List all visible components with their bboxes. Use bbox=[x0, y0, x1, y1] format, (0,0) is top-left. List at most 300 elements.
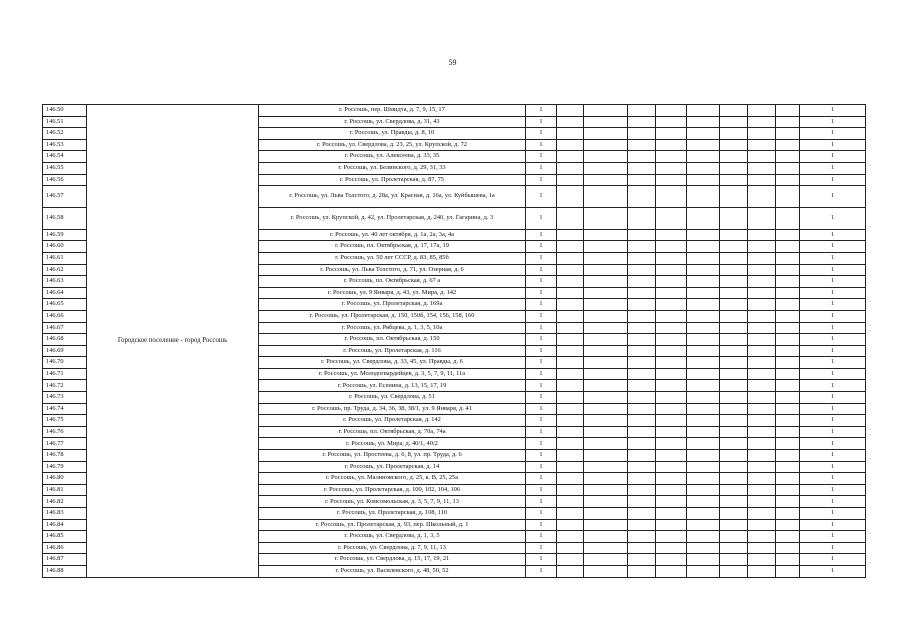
empty-cell bbox=[720, 554, 748, 566]
empty-cell bbox=[720, 276, 748, 288]
empty-cell bbox=[748, 531, 776, 543]
empty-cell bbox=[687, 241, 720, 253]
first-count-cell: 1 bbox=[526, 438, 557, 450]
address-cell: г. Россошь, ул. 40 лет октября, д. 1а, 2а, 3а, 4а bbox=[259, 229, 526, 241]
last-count-cell: 1 bbox=[800, 241, 866, 253]
empty-cell bbox=[557, 380, 584, 392]
address-cell: г. Россошь, ул. Льва Толстого, д. 28а, ул. Красная, д. 16а, ул. Куйбышева, 1а bbox=[259, 186, 526, 208]
last-count-cell: 1 bbox=[800, 207, 866, 229]
row-number-cell: 146.62 bbox=[43, 264, 87, 276]
empty-cell bbox=[776, 116, 800, 128]
empty-cell bbox=[776, 345, 800, 357]
settlement-cell: Городское поселение - город Россошь bbox=[87, 105, 259, 578]
empty-cell bbox=[628, 241, 656, 253]
empty-cell bbox=[748, 276, 776, 288]
empty-cell bbox=[687, 519, 720, 531]
address-cell: г. Россошь, пер. Шмидта, д. 7, 9, 15, 17 bbox=[259, 105, 526, 117]
empty-cell bbox=[776, 508, 800, 520]
empty-cell bbox=[584, 415, 628, 427]
empty-cell bbox=[584, 186, 628, 208]
last-count-cell: 1 bbox=[800, 322, 866, 334]
empty-cell bbox=[628, 450, 656, 462]
address-cell: г. Россошь, ул. Мира, д. 40/1, 40/2 bbox=[259, 438, 526, 450]
empty-cell bbox=[656, 565, 687, 577]
empty-cell bbox=[656, 116, 687, 128]
empty-cell bbox=[557, 116, 584, 128]
empty-cell bbox=[628, 484, 656, 496]
row-number-cell: 146.54 bbox=[43, 151, 87, 163]
row-number-cell: 146.52 bbox=[43, 128, 87, 140]
row-number-cell: 146.73 bbox=[43, 392, 87, 404]
last-count-cell: 1 bbox=[800, 415, 866, 427]
empty-cell bbox=[656, 174, 687, 186]
empty-cell bbox=[720, 116, 748, 128]
row-number-cell: 146.50 bbox=[43, 105, 87, 117]
empty-cell bbox=[656, 186, 687, 208]
empty-cell bbox=[776, 484, 800, 496]
last-count-cell: 1 bbox=[800, 287, 866, 299]
empty-cell bbox=[584, 392, 628, 404]
empty-cell bbox=[776, 542, 800, 554]
first-count-cell: 1 bbox=[526, 276, 557, 288]
empty-cell bbox=[584, 403, 628, 415]
empty-cell bbox=[776, 310, 800, 322]
first-count-cell: 1 bbox=[526, 151, 557, 163]
empty-cell bbox=[584, 229, 628, 241]
empty-cell bbox=[628, 287, 656, 299]
first-count-cell: 1 bbox=[526, 426, 557, 438]
empty-cell bbox=[720, 415, 748, 427]
empty-cell bbox=[720, 450, 748, 462]
empty-cell bbox=[656, 450, 687, 462]
empty-cell bbox=[656, 139, 687, 151]
first-count-cell: 1 bbox=[526, 162, 557, 174]
row-number-cell: 146.59 bbox=[43, 229, 87, 241]
table-row bbox=[43, 105, 866, 117]
address-cell: г. Россошь, ул. Пролетарская, д. 142 bbox=[259, 415, 526, 427]
empty-cell bbox=[557, 368, 584, 380]
row-number-cell: 146.56 bbox=[43, 174, 87, 186]
empty-cell bbox=[748, 368, 776, 380]
empty-cell bbox=[628, 264, 656, 276]
empty-cell bbox=[720, 473, 748, 485]
empty-cell bbox=[720, 264, 748, 276]
empty-cell bbox=[656, 241, 687, 253]
address-cell: г. Россошь, пл. Октябрьская, д. 70а, 74а bbox=[259, 426, 526, 438]
empty-cell bbox=[776, 554, 800, 566]
empty-cell bbox=[720, 162, 748, 174]
empty-cell bbox=[748, 128, 776, 140]
empty-cell bbox=[584, 299, 628, 311]
row-number-cell: 146.71 bbox=[43, 368, 87, 380]
empty-cell bbox=[748, 299, 776, 311]
empty-cell bbox=[776, 403, 800, 415]
empty-cell bbox=[720, 345, 748, 357]
empty-cell bbox=[557, 357, 584, 369]
empty-cell bbox=[748, 438, 776, 450]
row-number-cell: 146.51 bbox=[43, 116, 87, 128]
first-count-cell: 1 bbox=[526, 392, 557, 404]
empty-cell bbox=[557, 531, 584, 543]
empty-cell bbox=[656, 508, 687, 520]
empty-cell bbox=[720, 139, 748, 151]
row-number-cell: 146.84 bbox=[43, 519, 87, 531]
empty-cell bbox=[656, 287, 687, 299]
row-number-cell: 146.58 bbox=[43, 207, 87, 229]
last-count-cell: 1 bbox=[800, 128, 866, 140]
empty-cell bbox=[584, 380, 628, 392]
empty-cell bbox=[557, 264, 584, 276]
row-number-cell: 146.75 bbox=[43, 415, 87, 427]
empty-cell bbox=[656, 380, 687, 392]
empty-cell bbox=[748, 565, 776, 577]
empty-cell bbox=[687, 461, 720, 473]
empty-cell bbox=[656, 484, 687, 496]
empty-cell bbox=[776, 450, 800, 462]
row-number-cell: 146.64 bbox=[43, 287, 87, 299]
empty-cell bbox=[584, 151, 628, 163]
empty-cell bbox=[628, 426, 656, 438]
address-cell: г. Россошь, пл. Октябрьская, д. 67 а bbox=[259, 276, 526, 288]
address-cell: г. Россошь, ул. Василевского, д. 48, 50, 52 bbox=[259, 565, 526, 577]
first-count-cell: 1 bbox=[526, 207, 557, 229]
empty-cell bbox=[628, 186, 656, 208]
empty-cell bbox=[584, 554, 628, 566]
empty-cell bbox=[584, 105, 628, 117]
empty-cell bbox=[748, 345, 776, 357]
empty-cell bbox=[656, 531, 687, 543]
empty-cell bbox=[584, 207, 628, 229]
empty-cell bbox=[748, 116, 776, 128]
empty-cell bbox=[687, 334, 720, 346]
empty-cell bbox=[720, 287, 748, 299]
empty-cell bbox=[584, 139, 628, 151]
empty-cell bbox=[557, 426, 584, 438]
empty-cell bbox=[687, 403, 720, 415]
empty-cell bbox=[687, 450, 720, 462]
empty-cell bbox=[584, 287, 628, 299]
empty-cell bbox=[557, 519, 584, 531]
empty-cell bbox=[557, 461, 584, 473]
empty-cell bbox=[776, 438, 800, 450]
empty-cell bbox=[557, 287, 584, 299]
last-count-cell: 1 bbox=[800, 426, 866, 438]
empty-cell bbox=[720, 438, 748, 450]
empty-cell bbox=[557, 139, 584, 151]
empty-cell bbox=[687, 229, 720, 241]
empty-cell bbox=[687, 531, 720, 543]
empty-cell bbox=[557, 174, 584, 186]
empty-cell bbox=[748, 415, 776, 427]
empty-cell bbox=[720, 542, 748, 554]
first-count-cell: 1 bbox=[526, 287, 557, 299]
address-cell: г. Россошь, ул. Есенина, д. 13, 15, 17, 19 bbox=[259, 380, 526, 392]
empty-cell bbox=[748, 508, 776, 520]
empty-cell bbox=[557, 252, 584, 264]
last-count-cell: 1 bbox=[800, 565, 866, 577]
empty-cell bbox=[687, 128, 720, 140]
empty-cell bbox=[687, 496, 720, 508]
empty-cell bbox=[687, 252, 720, 264]
empty-cell bbox=[720, 310, 748, 322]
empty-cell bbox=[687, 207, 720, 229]
empty-cell bbox=[628, 345, 656, 357]
last-count-cell: 1 bbox=[800, 116, 866, 128]
empty-cell bbox=[776, 105, 800, 117]
row-number-cell: 146.88 bbox=[43, 565, 87, 577]
empty-cell bbox=[748, 334, 776, 346]
address-cell: г. Россошь, ул. Простеева, д. 6, 8, ул. пр. Труда, д. 6 bbox=[259, 450, 526, 462]
empty-cell bbox=[628, 357, 656, 369]
first-count-cell: 1 bbox=[526, 473, 557, 485]
empty-cell bbox=[720, 426, 748, 438]
row-number-cell: 146.85 bbox=[43, 531, 87, 543]
empty-cell bbox=[748, 287, 776, 299]
empty-cell bbox=[748, 310, 776, 322]
empty-cell bbox=[656, 473, 687, 485]
empty-cell bbox=[776, 565, 800, 577]
first-count-cell: 1 bbox=[526, 484, 557, 496]
empty-cell bbox=[557, 565, 584, 577]
first-count-cell: 1 bbox=[526, 310, 557, 322]
empty-cell bbox=[557, 484, 584, 496]
address-cell: г. Россошь, ул. Пролетарская, д. 87, 75 bbox=[259, 174, 526, 186]
empty-cell bbox=[776, 139, 800, 151]
empty-cell bbox=[720, 105, 748, 117]
empty-cell bbox=[776, 162, 800, 174]
empty-cell bbox=[776, 531, 800, 543]
empty-cell bbox=[557, 105, 584, 117]
empty-cell bbox=[748, 380, 776, 392]
empty-cell bbox=[557, 496, 584, 508]
last-count-cell: 1 bbox=[800, 496, 866, 508]
empty-cell bbox=[776, 519, 800, 531]
empty-cell bbox=[776, 252, 800, 264]
empty-cell bbox=[687, 484, 720, 496]
empty-cell bbox=[748, 542, 776, 554]
first-count-cell: 1 bbox=[526, 380, 557, 392]
last-count-cell: 1 bbox=[800, 438, 866, 450]
empty-cell bbox=[584, 450, 628, 462]
empty-cell bbox=[628, 322, 656, 334]
empty-cell bbox=[720, 299, 748, 311]
empty-cell bbox=[557, 186, 584, 208]
empty-cell bbox=[584, 322, 628, 334]
address-cell: г. Россошь, ул. Свердлова, д. 51 bbox=[259, 392, 526, 404]
address-cell: г. Россошь, ул. Пролетарская, д. 116 bbox=[259, 345, 526, 357]
empty-cell bbox=[557, 345, 584, 357]
address-cell: г. Россошь, ул. 9 Января, д. 43, ул. Мира, д. 142 bbox=[259, 287, 526, 299]
empty-cell bbox=[687, 345, 720, 357]
empty-cell bbox=[720, 565, 748, 577]
empty-cell bbox=[656, 438, 687, 450]
address-cell: г. Россошь, пр. Труда, д. 34, 36, 38, 38/1, ул. 9 Января, д. 41 bbox=[259, 403, 526, 415]
empty-cell bbox=[628, 207, 656, 229]
last-count-cell: 1 bbox=[800, 299, 866, 311]
empty-cell bbox=[584, 531, 628, 543]
empty-cell bbox=[656, 345, 687, 357]
first-count-cell: 1 bbox=[526, 415, 557, 427]
empty-cell bbox=[687, 105, 720, 117]
empty-cell bbox=[557, 403, 584, 415]
address-cell: г. Россошь, ул. Крупской, д. 42, ул. Пролетарская, д. 240, ул. Гагарина, д. 3 bbox=[259, 207, 526, 229]
empty-cell bbox=[656, 357, 687, 369]
empty-cell bbox=[557, 207, 584, 229]
empty-cell bbox=[748, 496, 776, 508]
empty-cell bbox=[628, 496, 656, 508]
empty-cell bbox=[628, 276, 656, 288]
document-table bbox=[42, 104, 866, 578]
empty-cell bbox=[557, 554, 584, 566]
empty-cell bbox=[776, 357, 800, 369]
empty-cell bbox=[748, 241, 776, 253]
row-number-cell: 146.79 bbox=[43, 461, 87, 473]
first-count-cell: 1 bbox=[526, 186, 557, 208]
first-count-cell: 1 bbox=[526, 508, 557, 520]
empty-cell bbox=[687, 542, 720, 554]
row-number-cell: 146.83 bbox=[43, 508, 87, 520]
empty-cell bbox=[628, 162, 656, 174]
empty-cell bbox=[687, 174, 720, 186]
empty-cell bbox=[584, 334, 628, 346]
empty-cell bbox=[584, 264, 628, 276]
empty-cell bbox=[628, 116, 656, 128]
row-number-cell: 146.67 bbox=[43, 322, 87, 334]
last-count-cell: 1 bbox=[800, 450, 866, 462]
empty-cell bbox=[748, 392, 776, 404]
first-count-cell: 1 bbox=[526, 116, 557, 128]
empty-cell bbox=[628, 128, 656, 140]
empty-cell bbox=[776, 207, 800, 229]
address-cell: г. Россошь, ул. Алексеева, д. 33, 35 bbox=[259, 151, 526, 163]
table-body bbox=[43, 105, 866, 578]
address-cell: г. Россошь, ул. Пролетарская, д. 169а bbox=[259, 299, 526, 311]
empty-cell bbox=[628, 368, 656, 380]
address-cell: г. Россошь, ул. Пролетарская, д. 150, 150б, 154, 156, 158, 160 bbox=[259, 310, 526, 322]
first-count-cell: 1 bbox=[526, 403, 557, 415]
last-count-cell: 1 bbox=[800, 519, 866, 531]
first-count-cell: 1 bbox=[526, 252, 557, 264]
empty-cell bbox=[628, 473, 656, 485]
empty-cell bbox=[720, 252, 748, 264]
empty-cell bbox=[720, 403, 748, 415]
empty-cell bbox=[628, 299, 656, 311]
last-count-cell: 1 bbox=[800, 392, 866, 404]
empty-cell bbox=[687, 139, 720, 151]
empty-cell bbox=[584, 519, 628, 531]
page-number: 59 bbox=[448, 58, 457, 67]
empty-cell bbox=[748, 426, 776, 438]
last-count-cell: 1 bbox=[800, 162, 866, 174]
empty-cell bbox=[584, 438, 628, 450]
empty-cell bbox=[776, 473, 800, 485]
empty-cell bbox=[584, 116, 628, 128]
row-number-cell: 146.74 bbox=[43, 403, 87, 415]
empty-cell bbox=[628, 380, 656, 392]
first-count-cell: 1 bbox=[526, 542, 557, 554]
first-count-cell: 1 bbox=[526, 357, 557, 369]
empty-cell bbox=[748, 322, 776, 334]
empty-cell bbox=[776, 415, 800, 427]
empty-cell bbox=[687, 554, 720, 566]
empty-cell bbox=[720, 128, 748, 140]
empty-cell bbox=[776, 392, 800, 404]
empty-cell bbox=[687, 162, 720, 174]
last-count-cell: 1 bbox=[800, 151, 866, 163]
last-count-cell: 1 bbox=[800, 229, 866, 241]
row-number-cell: 146.80 bbox=[43, 473, 87, 485]
address-cell: г. Россошь, ул. Льва Толстого, д. 71, ул. Озерная, д. 6 bbox=[259, 264, 526, 276]
empty-cell bbox=[748, 450, 776, 462]
address-cell: г. Россошь, ул. Пролетарская, д. 14 bbox=[259, 461, 526, 473]
empty-cell bbox=[628, 310, 656, 322]
empty-cell bbox=[584, 162, 628, 174]
empty-cell bbox=[656, 162, 687, 174]
row-number-cell: 146.68 bbox=[43, 334, 87, 346]
empty-cell bbox=[584, 473, 628, 485]
empty-cell bbox=[628, 392, 656, 404]
empty-cell bbox=[628, 334, 656, 346]
empty-cell bbox=[720, 174, 748, 186]
address-cell: г. Россошь, ул. Свердлова, д. 7, 9, 11, 13 bbox=[259, 542, 526, 554]
empty-cell bbox=[687, 357, 720, 369]
address-cell: г. Россошь, ул. Белинского, д. 29, 31, 33 bbox=[259, 162, 526, 174]
empty-cell bbox=[776, 229, 800, 241]
last-count-cell: 1 bbox=[800, 357, 866, 369]
empty-cell bbox=[720, 322, 748, 334]
empty-cell bbox=[584, 357, 628, 369]
row-number-cell: 146.60 bbox=[43, 241, 87, 253]
empty-cell bbox=[720, 519, 748, 531]
first-count-cell: 1 bbox=[526, 299, 557, 311]
address-cell: г. Россошь, ул. 50 лет СССР, д. 83, 85, 85б bbox=[259, 252, 526, 264]
last-count-cell: 1 bbox=[800, 380, 866, 392]
row-number-cell: 146.87 bbox=[43, 554, 87, 566]
first-count-cell: 1 bbox=[526, 229, 557, 241]
empty-cell bbox=[748, 105, 776, 117]
first-count-cell: 1 bbox=[526, 496, 557, 508]
first-count-cell: 1 bbox=[526, 139, 557, 151]
empty-cell bbox=[687, 116, 720, 128]
last-count-cell: 1 bbox=[800, 542, 866, 554]
first-count-cell: 1 bbox=[526, 450, 557, 462]
first-count-cell: 1 bbox=[526, 322, 557, 334]
first-count-cell: 1 bbox=[526, 531, 557, 543]
address-cell: г. Россошь, ул. Пролетарская, д. 93, пер. Школьный, д. 1 bbox=[259, 519, 526, 531]
empty-cell bbox=[584, 345, 628, 357]
empty-cell bbox=[584, 565, 628, 577]
empty-cell bbox=[557, 128, 584, 140]
row-number-cell: 146.72 bbox=[43, 380, 87, 392]
empty-cell bbox=[748, 403, 776, 415]
empty-cell bbox=[776, 322, 800, 334]
last-count-cell: 1 bbox=[800, 484, 866, 496]
empty-cell bbox=[557, 438, 584, 450]
address-cell: г. Россошь, ул. Свердлова, д. 23, 25, ул. Крупской, д. 72 bbox=[259, 139, 526, 151]
row-number-cell: 146.63 bbox=[43, 276, 87, 288]
empty-cell bbox=[720, 368, 748, 380]
first-count-cell: 1 bbox=[526, 345, 557, 357]
empty-cell bbox=[628, 531, 656, 543]
row-number-cell: 146.66 bbox=[43, 310, 87, 322]
address-cell: г. Россошь, ул. Пролетарская, д. 100, 102, 104, 106 bbox=[259, 484, 526, 496]
empty-cell bbox=[720, 186, 748, 208]
empty-cell bbox=[656, 542, 687, 554]
empty-cell bbox=[720, 496, 748, 508]
empty-cell bbox=[720, 207, 748, 229]
address-cell: г. Россошь, пл. Октябрьская, д. 150 bbox=[259, 334, 526, 346]
empty-cell bbox=[687, 368, 720, 380]
